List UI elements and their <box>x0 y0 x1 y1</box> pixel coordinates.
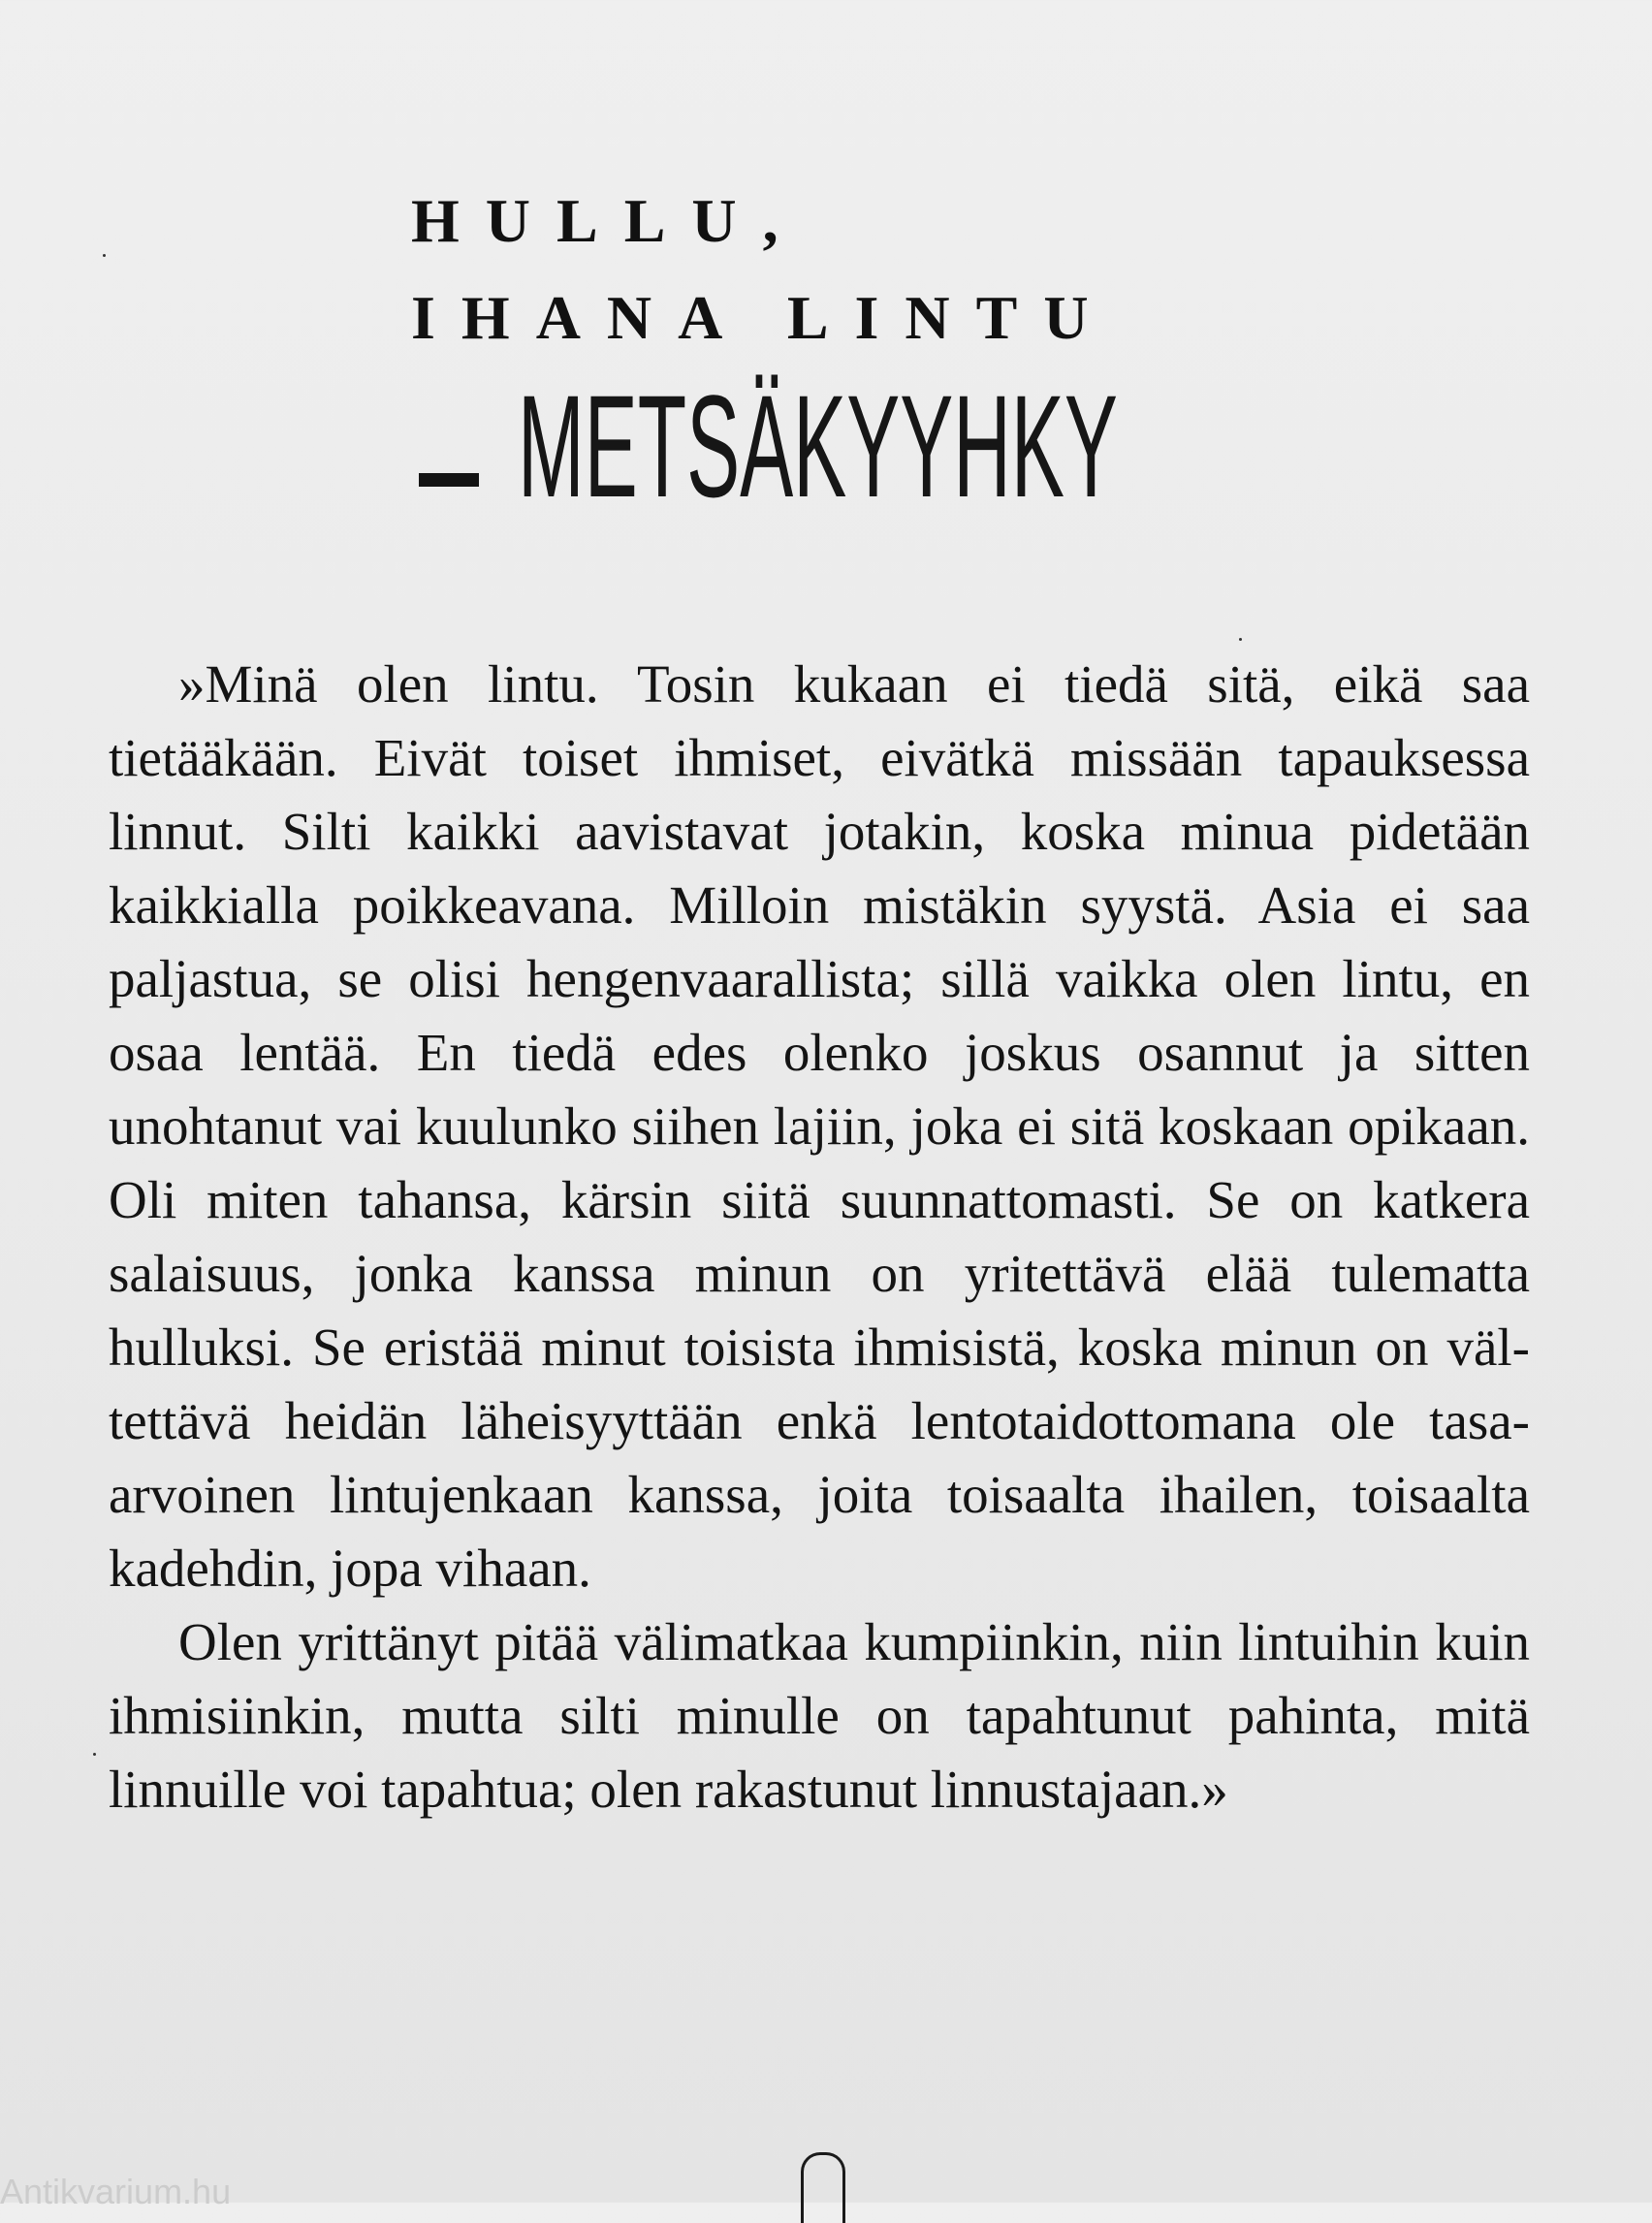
paragraph-1: »Minä olen lintu. Tosin kukaan ei tiedä sitä, eikä saa tietääkään. Eivät toiset ihmiset, eivätkä missään tapauksessa linnut. Silti kaikki aavistavat jotakin, koska minua pidetään kaikkialla poikkeavana. Milloin mistäkin syystä. Asia ei saa paljastua, se olisi hengenvaarallista; sillä vaikka olen lintu, en osaa lentää. En tiedä edes olenko joskus osannut ja sitten unohtanut vai kuulunko siihen lajiin, joka ei sitä koskaan opikaan. Oli miten tahansa, kärsin siitä suunnattomasti. Se on katkera salaisuus, jonka kanssa minun on yritettävä elää tulematta hulluksi. Se eristää minut toisista ihmisistä, koska minun on vältettävä heidän läheisyyttään enkä lentotaidottomana ole tasa-arvoinen lintujenkaan kanssa, joita toisaalta ihailen, toisaalta kadehdin, jopa vihaan. <box>109 654 1530 1598</box>
body-text <box>109 648 1530 1826</box>
paper-speck <box>1239 638 1242 641</box>
title-dash <box>419 473 479 487</box>
paper-speck <box>93 1753 96 1756</box>
heading-line-2: IHANA LINTU <box>411 283 1115 352</box>
page-number-mark <box>801 2152 845 2223</box>
heading <box>411 173 1284 366</box>
heading-line-1: HULLU, <box>411 186 805 255</box>
paper-speck <box>103 254 106 257</box>
title <box>411 365 1313 528</box>
title-text: METSÄKYYHKY <box>518 365 1118 527</box>
paragraph-2: Olen yrittänyt pitää välimatkaa kumpiinkin, niin lintuihin kuin ihmisiinkin, mutta silti minulle on tapahtunut pahinta, mitä linnuille voi tapahtua; olen rakastunut linnustajaan.» <box>109 1612 1530 1819</box>
watermark: Antikvarium.hu <box>0 2172 232 2211</box>
